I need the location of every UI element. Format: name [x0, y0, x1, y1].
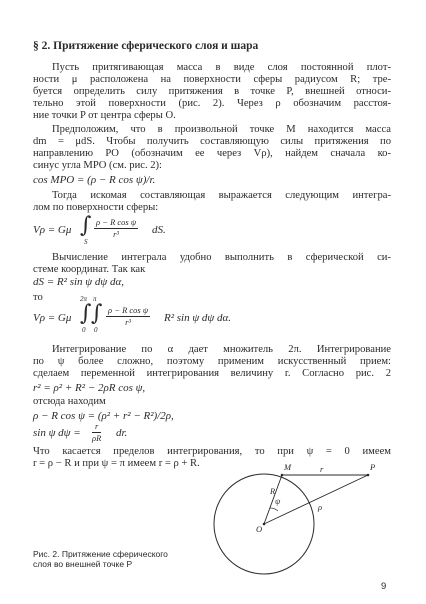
- eq1-lhs: Vρ = Gμ: [33, 224, 72, 236]
- integral-sign: ∫: [91, 301, 103, 326]
- figure-label-m: M: [284, 462, 292, 472]
- integral-lower-limit: S: [84, 238, 88, 246]
- text-line: направлению PO (обозначим ее через Vρ), найдем сначала ко-: [33, 148, 391, 159]
- eq2-fraction: [106, 305, 150, 328]
- angle-psi-arc: [270, 508, 278, 511]
- eq2-tail: R² sin ψ dψ dα.: [164, 312, 232, 324]
- text-line: Что касается пределов интегрирования, то при ψ = 0 имеем: [33, 446, 391, 457]
- eq2-lhs: Vρ = Gμ: [33, 312, 72, 324]
- eq1-fraction: [94, 217, 138, 240]
- formula-rho-minus-rcos: ρ − R cos ψ = (ρ² + r² − R²)/2ρ,: [33, 410, 174, 422]
- integral-lower-limit: 0: [82, 326, 86, 334]
- text-line: Пусть притягивающая масса в виде слоя постоянной плот-: [52, 62, 391, 73]
- figure-label-r-radius: R: [270, 486, 276, 496]
- text-line: Предположим, что в произвольной точке M находится масса: [52, 124, 391, 135]
- eq-sin-tail: dr.: [116, 427, 128, 439]
- figure-label-psi: ψ: [275, 496, 281, 506]
- figure-label-p: P: [370, 462, 376, 472]
- point-o: [263, 523, 266, 526]
- page-number: 9: [381, 581, 387, 592]
- formula-cos-mpo: cos MPO = (ρ − R cos ψ)/r.: [33, 174, 156, 186]
- text-line: лом по поверхности сферы:: [33, 202, 159, 213]
- eq1-numerator: ρ − R cos ψ: [96, 217, 137, 227]
- text-line: то: [33, 292, 43, 303]
- figure-label-rho: ρ: [318, 502, 323, 512]
- figure-caption: Рис. 2. Притяжение сферического слоя во внешней точке P: [33, 549, 168, 569]
- text-line: тельно этой поверхности (рис. 2). Через ρ обозначим расстоя-: [33, 98, 391, 109]
- text-line: Тогда искомая составляющая выражается следующим интегра-: [52, 190, 391, 201]
- point-p: [367, 474, 370, 477]
- figure-label-r: r: [320, 464, 324, 474]
- eq2-denominator: r³: [125, 317, 131, 327]
- eq-sin-numerator: r: [92, 421, 101, 433]
- figure-sphere-diagram: [220, 462, 390, 576]
- integral-upper-limit: 2π: [80, 295, 88, 303]
- eq-sin-fraction: [92, 421, 101, 444]
- text-line: Интегрирование по α дает множитель 2π. Интегрирование: [52, 344, 391, 355]
- eq2-numerator: ρ − R cos ψ: [108, 305, 149, 315]
- text-line: синус угла MPO (см. рис. 2):: [33, 160, 163, 171]
- point-m: [281, 474, 284, 477]
- figure-label-o: O: [256, 524, 263, 534]
- text-line: Вычисление интеграла удобно выполнить в сферической си-: [52, 252, 391, 263]
- formula-ds: dS = R² sin ψ dψ dα,: [33, 276, 124, 288]
- text-line: ние точки P от центра сферы O.: [33, 110, 176, 121]
- integral-sign: ∫: [80, 301, 92, 326]
- text-line: dm = μdS. Чтобы получить составляющую силы притяжения по: [33, 136, 391, 147]
- eq1-denominator: r³: [113, 229, 119, 239]
- text-line: стеме координат. Так как: [33, 264, 146, 275]
- formula-r-squared: r² = ρ² + R² − 2ρR cos ψ,: [33, 382, 146, 394]
- eq-sin-lhs: sin ψ dψ =: [33, 427, 81, 439]
- integral-lower-limit: 0: [94, 326, 98, 334]
- eq-sin-denominator: ρR: [92, 433, 102, 443]
- integral-sign: ∫: [80, 213, 92, 238]
- text-line: буется определить силу притяжения в точке P, внешней относи-: [33, 86, 391, 97]
- text-line: ности μ расположена на поверхности сферы радиусом R; тре-: [33, 74, 391, 85]
- text-line: r = ρ − R и при ψ = π имеем r = ρ + R.: [33, 458, 200, 469]
- text-line: по ψ более сложно, поэтому применим искусственный прием:: [33, 356, 391, 367]
- integral-upper-limit: π: [93, 295, 97, 303]
- eq1-tail: dS.: [152, 224, 166, 236]
- text-line: отсюда находим: [33, 396, 106, 407]
- text-line: сделаем переменной интегрирования величину r. Согласно рис. 2: [33, 368, 391, 379]
- section-heading: § 2. Притяжение сферического слоя и шара: [33, 40, 259, 52]
